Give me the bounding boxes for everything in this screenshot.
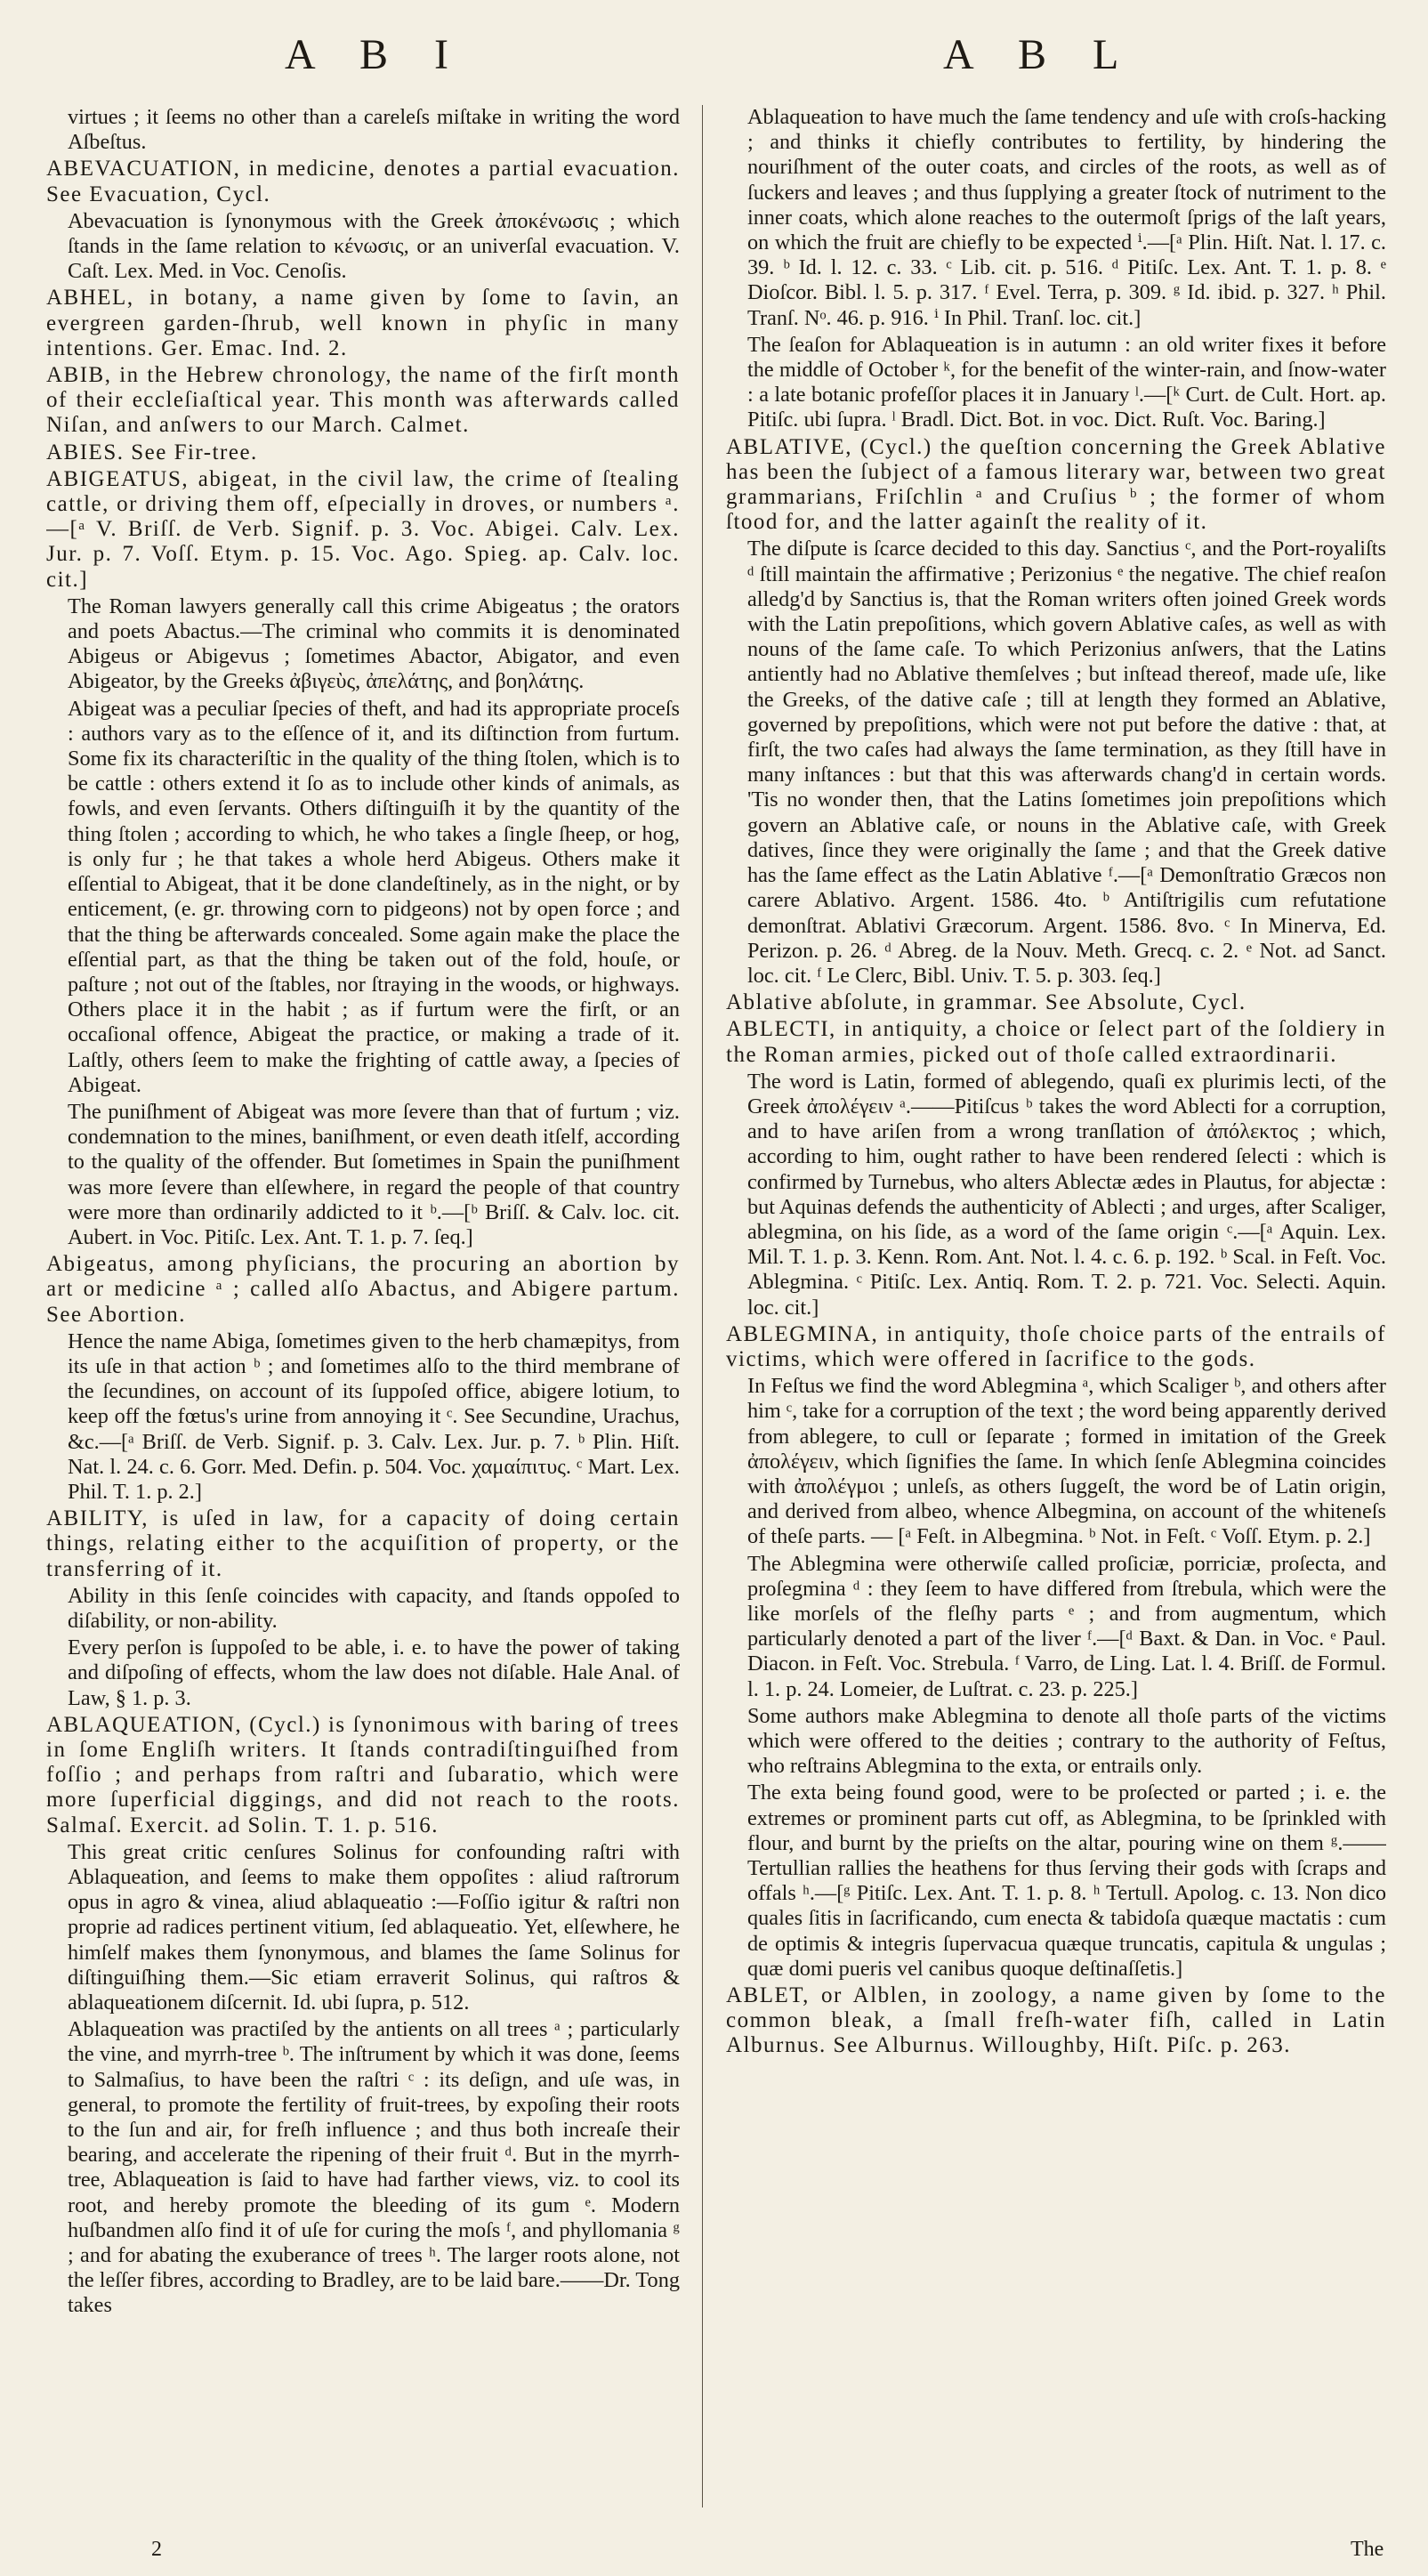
entry-text: in antiquity, a choice or ſelect part of the ſoldiery in the Roman armies, picked out of thoſe called extraordinarii.	[726, 1017, 1386, 1067]
entry-text: The word is Latin, formed of ablegendo, quaſi ex plurimis lecti, of the Greek ἀπολέγειν ᵃ.——Pitiſcus ᵇ takes the word Ablecti for a corruption, and to have ariſen from a wrong tranſlation of ἀπόλεκτος ; which, according to him, ought rather to have been rendered ſelecti : which is confirmed by Turnebus, who alters Ablectæ ædes in Plautus, for abjectæ : but Aquinas defends the authenticity of Ablecti ; and urges, after Scaliger, ablegmina, on his ſide, as a word of the ſame origin ᶜ.—[ᵃ Aquin. Lex. Mil. T. 1. p. 3. Kenn. Rom. Ant. Not. l. 4. c. 6. p. 192. ᵇ Scal. in Feſt. Voc. Ablegmina. ᶜ Pitiſc. Lex. Antiq. Rom. T. 2. p. 721. Voc. Selecti. Aquin. loc. cit.]	[747, 1069, 1386, 1320]
entry-text: (Cycl.) the queſtion concerning the Greek Ablative has been the ſubject of a famous literary war, between two great grammarians, Friſchlin ᵃ and Cruſius ᵇ ; the former of whom ſtood for, and the latter againſt the reality of it.	[726, 434, 1386, 535]
dictionary-entry	[726, 435, 1386, 536]
entry-paragraph	[726, 537, 1386, 989]
entry-text: Ablaqueation was practiſed by the antients on all trees ᵃ ; particularly the vine, and myrrh-tree ᵇ. The inſtrument by which it was done, ſeems to Salmaſius, to have been the raſtri ᶜ : its deſign, and uſe was, in general, to promote the fertility of fruit-trees, by expoſing their roots to the ſun and air, for freſh influence ; and thus both increaſe their bearing, and accelerate the ripening of their fruit ᵈ. But in the myrrh-tree, Ablaqueation is ſaid to have had farther views, viz. to cool its root, and hereby promote the bleeding of its gum ᵉ. Modern huſbandmen alſo find it of uſe for curing the moſs ᶠ, and phyllomania ᵍ ; and for abating the exuberance of trees ʰ. The larger roots alone, not the leſſer fibres, according to Bradley, are to be laid bare.——Dr. Tong takes	[68, 2017, 680, 2318]
entry-text: The Ablegmina were otherwiſe called proſiciæ, porriciæ, proſecta, and proſegmina ᵈ : they ſeem to have differed from ſtrebula, which were the like morſels of the fleſhy parts ᵉ ; and from augmentum, which particularly denoted a part of the liver ᶠ.—[ᵈ Baxt. & Dan. in Voc. ᵉ Paul. Diacon. in Feſt. Voc. Strebula. ᶠ Varro, de Ling. Lat. l. 4. Briſſ. de Formul. l. 1. p. 24. Lomeier, de Luſtrat. c. 23. p. 225.]	[747, 1551, 1386, 1701]
dictionary-entry	[46, 440, 680, 465]
entry-paragraph	[46, 1329, 680, 1505]
entry-text: is uſed in law, for a capacity of doing certain things, relating either to the acquiſition of property, or the transferring of it.	[46, 1506, 680, 1581]
entry-text: In Feſtus we find the word Ablegmina ᵃ, which Scaliger ᵇ, and others after him ᶜ, take for a corruption of the text ; the word being apparently derived from ablegere, to cull or ſeparate ; formed in imitation of the Greek ἀπολέγειν, which ſignifies the ſame. In which ſenſe Ablegmina coincides with ἀπολέγμοι ; unleſs, as others ſuggeſt, the word be of Latin origin, and derived from albeo, whence Albegmina, on account of the whiteneſs of theſe parts. — [ᵃ Feſt. in Albegmina. ᵇ Not. in Feſt. ᶜ Voſſ. Etym. p. 2.]	[747, 1374, 1386, 1549]
entry-paragraph	[726, 1704, 1386, 1780]
entry-text: The puniſhment of Abigeat was more ſevere than that of furtum ; viz. condemnation to the mines, baniſhment, or even death itſelf, according to the quality of the offender. But ſometimes in Spain the puniſhment was more ſevere than elſewhere, in regard the people of that country were more than ordinarily addicted to it ᵇ.—[ᵇ Briſſ. & Calv. loc. cit. Aubert. in Voc. Pitiſc. Lex. Ant. T. 1. p. 7. ſeq.]	[68, 1099, 680, 1249]
entry-headword: ABLATIVE,	[726, 434, 852, 459]
entry-text: in botany, a name given by ſome to ſavin, an evergreen garden-ſhrub, well known in phyſic in many intentions. Ger. Emac. Ind. 2.	[46, 286, 680, 360]
dictionary-entry	[46, 157, 680, 206]
entry-paragraph	[46, 697, 680, 1098]
entry-text: in the Hebrew chronology, the name of the firſt month of their eccleſiaſtical year. This month was afterwards called Niſan, and anſwers to our March. Calmet.	[46, 363, 680, 438]
dictionary-entry	[46, 1713, 680, 1838]
entry-paragraph	[46, 1635, 680, 1711]
entry-headword: ABIGEATUS,	[46, 466, 190, 491]
dictionary-entry	[726, 1983, 1386, 2059]
entry-headword: ABIB,	[46, 363, 112, 388]
left-column	[46, 105, 680, 2507]
entry-paragraph	[46, 1840, 680, 2015]
entry-text: See Fir-tree.	[131, 440, 258, 464]
entry-paragraph	[46, 594, 680, 695]
entry-text: in antiquity, thoſe choice parts of the entrails of victims, which were offered in ſacrifice to the gods.	[726, 1321, 1386, 1371]
dictionary-entry	[46, 363, 680, 439]
dictionary-entry	[726, 1322, 1386, 1372]
entry-text: virtues ; it ſeems no other than a careleſs miſtake in writing the word Aſbeſtus.	[68, 105, 680, 155]
entry-paragraph	[726, 1374, 1386, 1549]
entry-text: Abevacuation is ſynonymous with the Greek ἀποκένωσις ; which ſtands in the ſame relation to κένωσις, or an univerſal evacuation. V. Caſt. Lex. Med. in Voc. Cenoſis.	[68, 208, 680, 284]
entry-paragraph	[46, 2017, 680, 2318]
running-head-right: A B L	[943, 31, 1137, 78]
entry-headword: ABLET,	[726, 1983, 810, 2008]
entry-paragraph	[726, 1070, 1386, 1320]
entry-text: Ablaqueation to have much the ſame tendency and uſe with croſs-hacking ; and thinks it chiefly contributes to fertility, by hindering the nouriſhment of the outer coats, and circles of the roots, as well as of ſuckers and leaves ; and thus ſupplying a greater ſtock of nutriment to the inner coats, which alone reaches to the outermoſt ſprigs of the laſt years, on which the fruit are chiefly to be expected ⁱ.—[ᵃ Plin. Hiſt. Nat. l. 17. c. 39. ᵇ Id. l. 12. c. 33. ᶜ Lib. cit. p. 516. ᵈ Pitiſc. Lex. Ant. T. 1. p. 8. ᵉ Dioſcor. Bibl. l. 5. p. 317. ᶠ Evel. Terra, p. 309. ᵍ Id. ibid. p. 327. ʰ Phil. Tranſ. Nᵒ. 46. p. 916. ⁱ In Phil. Tranſ. loc. cit.]	[747, 105, 1386, 330]
entry-headword: ABLEGMINA,	[726, 1321, 879, 1346]
entry-text: abſolute, in grammar. See Absolute, Cycl.	[819, 990, 1246, 1015]
column-divider	[702, 105, 703, 2507]
entry-text: or Alblen, in zoology, a name given by ſome to the common bleak, a ſmall freſh-water fiſh, called in Latin Alburnus. See Alburnus. Willoughby, Hiſt. Piſc. p. 263.	[726, 1983, 1386, 2058]
entry-text: The ſeaſon for Ablaqueation is in autumn : an old writer fixes it before the middle of October ᵏ, for the benefit of the winter-rain, and ſnow-water : a late botanic profeſſor places it in January ˡ.—[ᵏ Curt. de Cult. Hort. ap. Pitiſc. ubi ſupra. ˡ Bradl. Dict. Bot. in voc. Dict. Ruſt. Voc. Baring.]	[747, 332, 1386, 432]
entry-paragraph	[46, 1100, 680, 1250]
entry-text: The diſpute is ſcarce decided to this day. Sanctius ᶜ, and the Port-royaliſts ᵈ ſtill maintain the affirmative ; Perizonius ᵉ the negative. The chief reaſon alledg'd by Sanctius is, that the Roman writers often joined Greek words with the Latin prepoſitions, which govern Ablative caſes, as well as with nouns of the ſame caſe. To which Perizonius anſwers, that the Latins antiently had no Ablative themſelves ; but inſtead thereof, made uſe, like the Greeks, of the dative caſe ; till at length they formed an Ablative, governed by prepoſitions, which were not put before the dative : that, at firſt, the two caſes had always the ſame termination, as they ſtill have in many inſtances : but that this was afterwards chang'd in certain words. 'Tis no wonder then, that the Latins ſometimes join prepoſitions which govern an Ablative caſe, or nouns in the Ablative caſe, with Greek datives, ſince they were originally the ſame ; and that the Greek dative has the ſame effect as the Latin Ablative ᶠ.—[ᵃ Demonſtratio Græcos non carere Ablativo. Argent. 1586. 4to. ᵇ Antiſtrigilis cum refutatione demonſtrat. Ablativi Græcorum. Argent. 1586. 8vo. ᶜ In Minerva, Ed. Perizon. p. 26. ᵈ Abreg. de la Nouv. Meth. Grecq. c. 2. ᵉ Not. ad Sanct. loc. cit. ᶠ Le Clerc, Bibl. Univ. T. 5. p. 303. ſeq.]	[747, 537, 1386, 988]
entry-paragraph	[726, 333, 1386, 433]
entry-text: This great critic cenſures Solinus for confounding raſtri with Ablaqueation, and ſeems to make them oppoſites : aliud raſtrorum opus in agro & vinea, aliud ablaqueatio :—Foſſio igitur & raſtri non proprie ad radices pertinent vitium, ſed ablaqueatio. Yet, elſewhere, he himſelf makes them ſynonymous, and blames the ſame Solinus for diſtinguiſhing them.—Sic etiam erraverit Solinus, qui raſtros & ablaqueationem diſcernit. Id. ubi ſupra, p. 512.	[68, 1839, 680, 2015]
entry-paragraph	[46, 1584, 680, 1634]
entry-text: The Roman lawyers generally call this crime Abigeatus ; the orators and poets Abactus.—The criminal who commits it is denominated Abigeus or Abigevus ; ſometimes Abactor, Abigator, and even Abigeator, by the Greeks ἀβιγεὺς, ἀπελάτης, and βοηλάτης.	[68, 594, 680, 694]
entry-paragraph	[726, 1781, 1386, 1982]
entry-text: in medicine, denotes a partial evacuation. See Evacuation, Cycl.	[46, 157, 680, 206]
entry-headword: ABLAQUEATION,	[46, 1712, 243, 1737]
entry-headword: ABLECTI,	[726, 1017, 836, 1042]
entry-text: Ability in this ſenſe coincides with capacity, and ſtands oppoſed to diſability, or non-ability.	[68, 1583, 680, 1633]
entry-headword: ABILITY,	[46, 1506, 149, 1531]
entry-text: abigeat, in the civil law, the crime of ſtealing cattle, or driving them off, eſpecially in droves, or numbers ᵃ.—[ᵃ V. Briſſ. de Verb. Signif. p. 3. Voc. Abigei. Calv. Lex. Jur. p. 7. Voſſ. Etym. p. 15. Voc. Ago. Spieg. ap. Calv. loc. cit.]	[46, 466, 680, 592]
catchword: The	[1351, 2538, 1384, 2561]
entry-headword: ABEVACUATION,	[46, 157, 241, 182]
entry-text: (Cycl.) is ſynonimous with baring of trees in ſome Engliſh writers. It ſtands contradiſtinguiſhed from foſſio ; and perhaps from raſtri and ſubaratio, which were more ſuperficial diggings, and did not reach to the roots. Salmaſ. Exercit. ad Solin. T. 1. p. 516.	[46, 1712, 680, 1837]
dictionary-entry	[726, 1017, 1386, 1067]
entry-headword: Abigeatus,	[46, 1252, 156, 1277]
dictionary-entry	[46, 286, 680, 361]
right-column	[726, 105, 1386, 2507]
entry-paragraph	[46, 105, 680, 155]
dictionary-entry	[46, 1252, 680, 1328]
entry-paragraph	[726, 1552, 1386, 1702]
entry-headword: Ablative	[726, 990, 814, 1015]
dictionary-entry	[46, 467, 680, 593]
entry-text: Abigeat was a peculiar ſpecies of theft, and had its appropriate proceſs : authors vary as to the eſſence of it, and its diſtinction from furtum. Some fix its characteriſtic in the quality of the thing ſtolen, which is to be cattle : others extend it ſo as to include other kinds of animals, as fowls, and even ſervants. Others diſtinguiſh it by the quantity of the thing ſtolen ; according to which, he who takes a ſingle ſheep, or hog, is only fur ; he that takes a whole herd Abigeus. Others make it eſſential to Abigeat, that it be done clandeſtinely, as in the night, or by enticement, (e. gr. throwing corn to pidgeons) not by open force ; and that the thing be afterwards concealed. Some again make the place the eſſential part, as that the thing be taken out of the fold, houſe, or paſture ; not out of the ſtables, nor ſtraying in the woods, or highways. Others place it in the habit ; as if furtum were the firſt, or an occaſional offence, Abigeat the practice, or making a trade of it. Laſtly, others ſeem to make the frighting of cattle away, a ſpecies of Abigeat.	[68, 696, 680, 1097]
entry-text: Some authors make Ablegmina to denote all thoſe parts of the victims which were offered to the deities ; contrary to the authority of Feſtus, who reſtrains Ablegmina to the exta, or entrails only.	[747, 1703, 1386, 1779]
signature-mark: 2	[151, 2538, 162, 2561]
entry-paragraph	[46, 209, 680, 285]
dictionary-entry	[726, 990, 1386, 1015]
entry-text: Hence the name Abiga, ſometimes given to the herb chamæpitys, from its uſe in that action ᵇ ; and ſometimes alſo to the third membrane of the ſecundines, on account of its ſuppoſed office, abigere lotium, to keep off the fœtus's urine from annoying it ᶜ. See Secundine, Urachus, &c.—[ᵃ Briſſ. de Verb. Signif. p. 3. Calv. Lex. Jur. p. 7. ᵇ Plin. Hiſt. Nat. l. 24. c. 6. Gorr. Med. Defin. p. 504. Voc. χαμαίπιτυς. ᶜ Mart. Lex. Phil. T. 1. p. 2.]	[68, 1328, 680, 1504]
entry-headword: ABHEL,	[46, 286, 134, 311]
entry-text: The exta being found good, were to be proſected or parted ; i. e. the extremes or prominent parts cut off, as Ablegmina, to be ſprinkled with flour, and burnt by the prieſts on the altar, pouring wine on them ᵍ.——Tertullian rallies the heathens for thus ſerving their gods with ſcraps and offals ʰ.—[ᵍ Pitiſc. Lex. Ant. T. 1. p. 8. ʰ Tertull. Apolog. c. 13. Non dico quales ſitis in ſacrificando, cum enecta & tabidoſa quæque mactatis : cum de optimis & integris ſupervacua quæque truncatis, capitula & ungulas ; quæ domi pueris vel canibus quoque deſtinaſſetis.]	[747, 1781, 1386, 1981]
entry-headword: ABIES.	[46, 440, 125, 464]
entry-paragraph	[726, 105, 1386, 331]
dictionary-entry	[46, 1506, 680, 1582]
entry-text: Every perſon is ſuppoſed to be able, i. e. to have the power of taking and diſpoſing of effects, whom the law does not diſable. Hale Anal. of Law, § 1. p. 3.	[68, 1635, 680, 1710]
entry-text: among phyſicians, the procuring an abortion by art or medicine ᵃ ; called alſo Abactus, and Abigere partum. See Abortion.	[46, 1252, 680, 1327]
running-head-left: A B I	[285, 31, 467, 78]
